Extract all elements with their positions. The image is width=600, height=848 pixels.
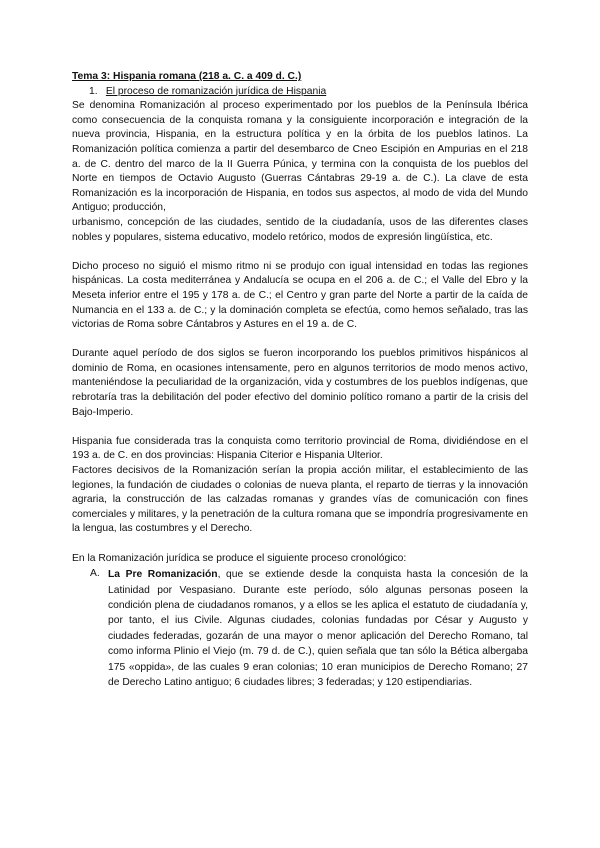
paragraph-4: Durante aquel período de dos siglos se fueron incorporando los pueblos primitivos hispánicos al dominio de Roma, en ocasiones intensamente, pero en algunos territorios de modo menos activo, manteniéndose la peculiaridad de la organización, vida y costumbres de los pueblos indígenas, que rebrotaría tras la debilitación del poder efectivo del dominio político romano a partir de la crisis del Bajo-Imperio. [72,348,528,418]
section-title: El proceso de romanización jurídica de Hispania [105,85,327,97]
paragraph-5: Hispania fue considerada tras la conquista como territorio provincial de Roma, dividiéndose en el 193 a. de C. en dos provincias: Hispania Citerior e Hispania Ulterior. [72,435,528,462]
list-item [72,567,528,690]
list-item-letter: A. [90,568,100,580]
spacer [72,537,528,552]
paragraph-2: urbanismo, concepción de las ciudades, sentido de la ciudadanía, usos de las diferentes clases nobles y populares, sistema educativo, modelo retórico, modos de expresión lingüística, etc. [72,216,528,243]
paragraph-1: Se denomina Romanización al proceso experimentado por los pueblos de la Península Ibérica como consecuencia de la conquista romana y la consiguiente incorporación e integración de la nueva provincia, Hispania, en la estructura política y en la órbita de los pueblos latinos. La Romanización política comienza a partir del desembarco de Cneo Escipión en Ampurias en el 218 a. de C. dentro del marco de la II Guerra Púnica, y termina con la conquista de los pueblos del Norte en tiempos de Octavio Augusto (Guerras Cántabras 29-19 a. de C.). La clave de esta Romanización es la incorporación de Hispania, en todos sus aspectos, al modo de vida del Mundo Antiguo; producción, [72,100,528,214]
list-item-heading: La Pre Romanización [108,569,218,581]
paragraph-3: Dicho proceso no siguió el mismo ritmo ni se produjo con igual intensidad en todas las regiones hispánicas. La costa mediterránea y Andalucía se ocupa en el 206 a. de C.; el Valle del Ebro y la Meseta inferior entre el 195 y 178 a. de C.; el Centro y gran parte del Norte a partir de la caída de Numancia en el 133 a. de C.; y la dominación completa se efectúa, como hemos señalado, tras las victorias de Roma sobre Cántabros y Astures en el 19 a. de C. [72,260,528,331]
list-item-text: , que se extiende desde la conquista hasta la concesión de la Latinidad por Vespasiano. Durante este período, sólo algunas personas poseen la condición plena de ciudadanos romanos, y a ellos se les aplica el estatuto de ciudadanía y, por tanto, el ius Civile. Algunas ciudades, colonias fundadas por César y Augusto y ciudades federadas, gozarán de una mayor o menor aplicación del Derecho Romano, tal como informa Plinio el Viejo (m. 79 d. de C.), quien señala que tan sólo la Bética albergaba 175 «oppida», de las cuales 9 eran colonias; 10 eran municipios de Derecho Romano; 27 de Derecho Latino antiguo; 6 ciudades libres; 3 federadas; y 120 estipendiarias. [108,569,529,689]
document-page [72,70,528,690]
section-number: 1. [89,85,98,97]
paragraph-6: Factores decisivos de la Romanización serían la propia acción militar, el establecimiento de las legiones, la fundación de ciudades o colonias de nueva planta, el reparto de tierras y la innovación agraria, la construcción de las calzadas romanas y grandes vías de comunicación con fines comerciales y militares, y la penetración de la cultura romana que se impondría progresivamente en la lengua, las costumbres y el Derecho. [72,465,528,535]
spacer [72,420,528,435]
section-heading [89,85,528,100]
spacer [72,333,528,348]
spacer [72,245,528,260]
document-title: Tema 3: Hispania romana (218 a. C. a 409 d. C.) [72,71,302,82]
list-item-body [108,567,528,690]
paragraph-7: En la Romanización jurídica se produce el siguiente proceso cronológico: [72,552,407,564]
